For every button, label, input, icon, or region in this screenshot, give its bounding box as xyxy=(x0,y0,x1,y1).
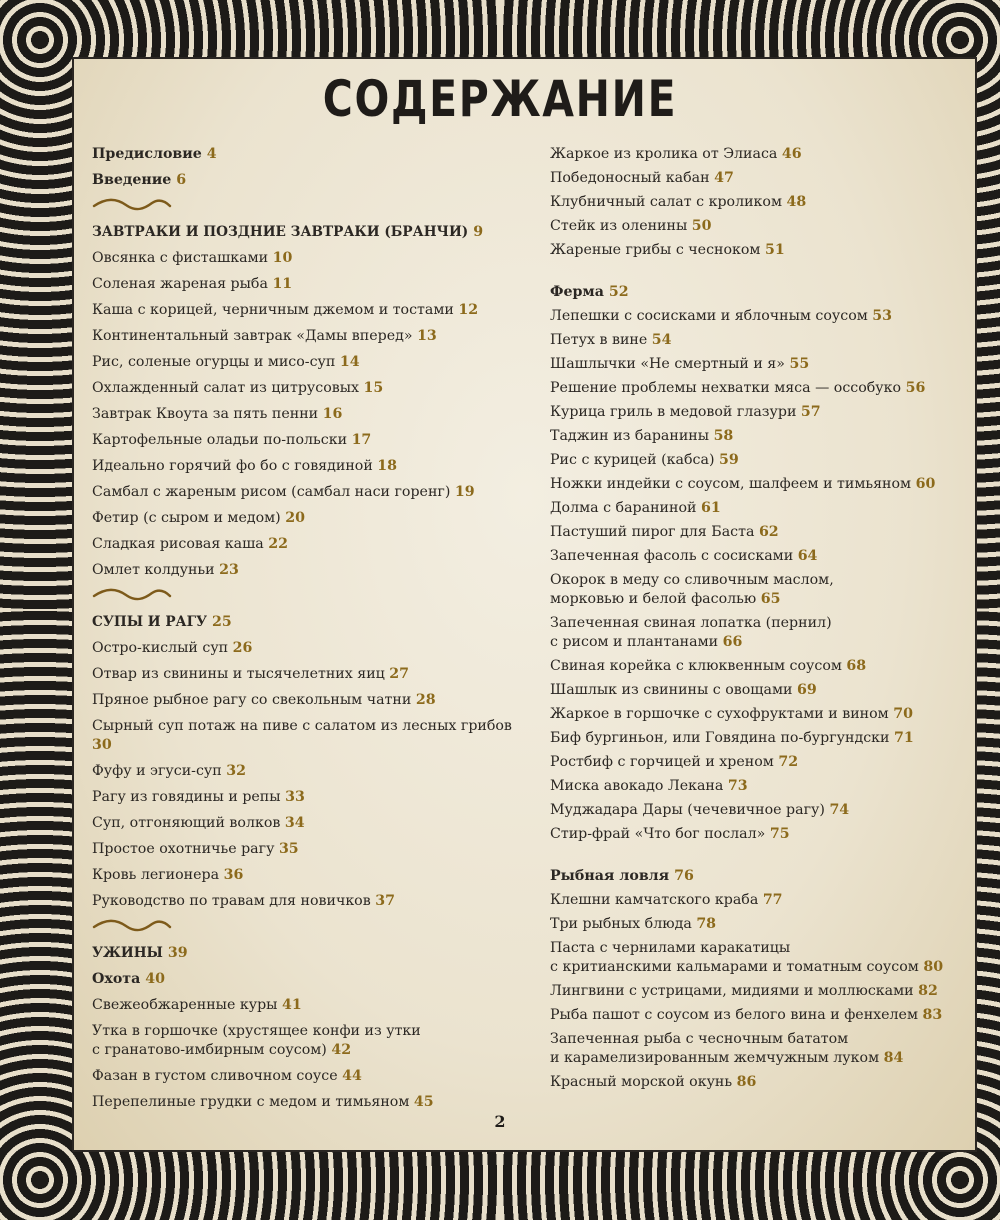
toc-entry-title: Муджадара Дары (чечевичное рагу) xyxy=(550,802,825,818)
toc-entry[interactable] xyxy=(550,1073,970,1092)
toc-entry-title: Рыба пашот с соусом из белого вина и фенхелем xyxy=(550,1007,918,1023)
toc-section-heading[interactable] xyxy=(92,613,532,632)
toc-entry[interactable] xyxy=(92,717,532,755)
toc-entry-title: Сырный суп потаж на пиве с салатом из лесных грибов xyxy=(92,718,512,734)
toc-page-number: 33 xyxy=(285,789,305,805)
toc-entry-title: Красный морской окунь xyxy=(550,1074,733,1090)
toc-entry-title: Клубничный салат с кроликом xyxy=(550,194,782,210)
toc-entry-title: Победоносный кабан xyxy=(550,170,710,186)
toc-section-heading[interactable] xyxy=(92,171,532,190)
toc-entry-title: Отвар из свинины и тысячелетних яиц xyxy=(92,666,385,682)
toc-entry[interactable] xyxy=(92,866,532,885)
toc-page-number: 62 xyxy=(758,524,779,540)
toc-page-number: 82 xyxy=(918,983,938,999)
toc-entry-title: Омлет колдуньи xyxy=(92,562,215,578)
toc-entry[interactable] xyxy=(92,483,532,502)
toc-section-heading[interactable] xyxy=(550,283,970,302)
toc-entry-title: Рыбная ловля xyxy=(550,868,670,884)
toc-entry[interactable] xyxy=(550,777,970,796)
toc-page-number: 32 xyxy=(226,763,246,779)
toc-page-number: 65 xyxy=(760,591,781,607)
toc-entry-title: Запеченная рыба с чесночным бататом и карамелизированным жемчужным луком xyxy=(550,1031,880,1066)
toc-entry[interactable] xyxy=(550,705,970,724)
toc-entry-title: Жаркое из кролика от Элиаса xyxy=(550,146,778,162)
toc-page-number: 26 xyxy=(232,640,253,656)
toc-entry[interactable] xyxy=(92,892,532,911)
toc-entry[interactable] xyxy=(550,145,970,164)
toc-page-number: 73 xyxy=(727,778,748,794)
toc-entry[interactable] xyxy=(550,379,970,398)
toc-entry-title: Охота xyxy=(92,971,141,987)
toc-page-number: 18 xyxy=(377,458,398,474)
toc-entry-title: Пряное рыбное рагу со свекольным чатни xyxy=(92,692,412,708)
toc-page-number: 35 xyxy=(278,841,299,857)
toc-entry[interactable] xyxy=(550,681,970,700)
toc-page-number: 64 xyxy=(797,548,818,564)
toc-entry-title: Пастуший пирог для Баста xyxy=(550,524,755,540)
toc-page-number: 84 xyxy=(883,1050,904,1066)
toc-page-number: 46 xyxy=(781,146,802,162)
toc-entry-title: Клешни камчатского краба xyxy=(550,892,759,908)
toc-page-number: 34 xyxy=(284,815,305,831)
toc-page-number: 45 xyxy=(413,1094,434,1110)
toc-entry-title: Свежеобжаренные куры xyxy=(92,997,278,1013)
toc-right-column xyxy=(550,145,970,1097)
toc-entry-title: Шашлычки «Не смертный и я» xyxy=(550,356,785,372)
toc-entry-title: Рагу из говядины и репы xyxy=(92,789,281,805)
toc-entry[interactable] xyxy=(92,814,532,833)
toc-entry-title: Три рыбных блюда xyxy=(550,916,692,932)
toc-page-number: 11 xyxy=(272,276,293,292)
toc-entry[interactable] xyxy=(92,431,532,450)
toc-page-number: 15 xyxy=(363,380,384,396)
toc-entry-title: Долма с бараниной xyxy=(550,500,697,516)
toc-entry[interactable] xyxy=(550,475,970,494)
toc-section-heading[interactable] xyxy=(92,223,532,242)
section-spacer xyxy=(550,849,970,867)
toc-page-number: 44 xyxy=(342,1068,362,1084)
toc-page-number: 66 xyxy=(722,634,743,650)
toc-entry-title: Предисловие xyxy=(92,146,202,162)
toc-entry-title: Свиная корейка с клюквенным соусом xyxy=(550,658,842,674)
toc-page-number: 68 xyxy=(846,658,867,674)
toc-entry-title: Простое охотничье рагу xyxy=(92,841,275,857)
toc-section-heading[interactable] xyxy=(92,944,532,963)
toc-entry-title: Сладкая рисовая каша xyxy=(92,536,264,552)
toc-entry[interactable] xyxy=(92,275,532,294)
toc-page-number: 60 xyxy=(915,476,936,492)
toc-entry-title: Самбал с жареным рисом (самбал наси горенг) xyxy=(92,484,451,500)
toc-entry[interactable] xyxy=(550,571,970,609)
toc-entry-title: Петух в вине xyxy=(550,332,648,348)
toc-entry-title: Курица гриль в медовой глазури xyxy=(550,404,797,420)
toc-page-number: 48 xyxy=(786,194,807,210)
toc-page-number: 40 xyxy=(145,971,165,987)
toc-entry[interactable] xyxy=(550,193,970,212)
toc-section-heading[interactable] xyxy=(92,145,532,164)
toc-page-number: 19 xyxy=(454,484,475,500)
toc-entry[interactable] xyxy=(92,1067,532,1086)
toc-entry-title: Миска авокадо Лекана xyxy=(550,778,724,794)
toc-entry[interactable] xyxy=(550,657,970,676)
toc-entry-title: Утка в горшочке (хрустящее конфи из утки с гранатово-имбирным соусом) xyxy=(92,1023,421,1058)
toc-entry[interactable] xyxy=(92,639,532,658)
toc-entry[interactable] xyxy=(550,614,970,652)
toc-entry-title: Перепелиные грудки с медом и тимьяном xyxy=(92,1094,410,1110)
toc-page-number: 53 xyxy=(872,308,893,324)
toc-page-number: 77 xyxy=(762,892,783,908)
toc-entry-title: Фетир (с сыром и медом) xyxy=(92,510,281,526)
toc-entry-title: Охлажденный салат из цитрусовых xyxy=(92,380,360,396)
toc-entry[interactable] xyxy=(550,1006,970,1025)
toc-page-number: 16 xyxy=(322,406,343,422)
toc-entry-title: Стир-фрай «Что бог послал» xyxy=(550,826,766,842)
toc-page-number: 20 xyxy=(285,510,305,526)
toc-entry[interactable] xyxy=(550,451,970,470)
toc-page-number: 4 xyxy=(206,146,217,162)
toc-entry-title: СУПЫ И РАГУ xyxy=(92,614,208,630)
toc-entry-title: Окорок в меду со сливочным маслом, морковью и белой фасолью xyxy=(550,572,834,607)
toc-entry[interactable] xyxy=(92,1022,532,1060)
toc-entry-title: УЖИНЫ xyxy=(92,945,163,961)
toc-page-number: 61 xyxy=(700,500,721,516)
toc-entry-title: Картофельные оладьи по-польски xyxy=(92,432,348,448)
toc-entry[interactable] xyxy=(550,331,970,350)
toc-entry[interactable] xyxy=(550,169,970,188)
toc-page-number: 42 xyxy=(331,1042,352,1058)
toc-entry[interactable] xyxy=(550,547,970,566)
toc-entry[interactable] xyxy=(92,535,532,554)
toc-entry-title: Завтрак Квоута за пять пенни xyxy=(92,406,319,422)
toc-entry[interactable] xyxy=(550,753,970,772)
toc-page-number: 13 xyxy=(417,328,437,344)
toc-page-number: 56 xyxy=(905,380,926,396)
toc-page-number: 52 xyxy=(608,284,629,300)
toc-page-number: 10 xyxy=(272,250,293,266)
toc-entry[interactable] xyxy=(550,217,970,236)
toc-entry[interactable] xyxy=(550,982,970,1001)
toc-page-number: 72 xyxy=(778,754,799,770)
toc-entry-title: Ростбиф с горчицей и хреном xyxy=(550,754,774,770)
toc-page-number: 58 xyxy=(713,428,734,444)
toc-entry-title: Фуфу и эгуси-суп xyxy=(92,763,222,779)
toc-page-number: 86 xyxy=(736,1074,757,1090)
toc-entry-title: ЗАВТРАКИ И ПОЗДНИЕ ЗАВТРАКИ (БРАНЧИ) xyxy=(92,224,469,240)
wave-divider-icon xyxy=(92,197,532,219)
toc-entry[interactable] xyxy=(92,301,532,320)
toc-entry-title: Идеально горячий фо бо с говядиной xyxy=(92,458,373,474)
toc-entry-title: Введение xyxy=(92,172,172,188)
wave-divider-icon xyxy=(92,587,532,609)
page-number: 2 xyxy=(494,1112,506,1131)
toc-section-heading[interactable] xyxy=(550,867,970,886)
toc-entry-title: Каша с корицей, черничным джемом и тостами xyxy=(92,302,454,318)
toc-entry-title: Кровь легионера xyxy=(92,867,220,883)
toc-entry[interactable] xyxy=(92,1093,532,1112)
toc-entry-title: Соленая жареная рыба xyxy=(92,276,268,292)
toc-section-heading[interactable] xyxy=(92,970,532,989)
toc-page-number: 59 xyxy=(719,452,739,468)
toc-page-number: 27 xyxy=(389,666,410,682)
toc-entry[interactable] xyxy=(550,355,970,374)
toc-entry[interactable] xyxy=(92,840,532,859)
toc-entry-title: Жаркое в горшочке с сухофруктами и вином xyxy=(550,706,889,722)
toc-page-number: 22 xyxy=(268,536,289,552)
toc-entry-title: Решение проблемы нехватки мяса — оссобуко xyxy=(550,380,902,396)
toc-page-number: 57 xyxy=(800,404,821,420)
toc-page-number: 75 xyxy=(769,826,790,842)
toc-page-number: 41 xyxy=(281,997,302,1013)
toc-page-number: 14 xyxy=(339,354,360,370)
toc-page-number: 76 xyxy=(674,868,694,884)
toc-page-number: 30 xyxy=(92,737,112,753)
toc-page-number: 25 xyxy=(212,614,232,630)
toc-page-number: 69 xyxy=(796,682,817,698)
wave-divider-icon xyxy=(92,918,532,940)
toc-entry-title: Континентальный завтрак «Дамы вперед» xyxy=(92,328,413,344)
toc-page-number: 55 xyxy=(789,356,810,372)
toc-entry-title: Овсянка с фисташками xyxy=(92,250,269,266)
section-spacer xyxy=(550,265,970,283)
toc-entry[interactable] xyxy=(550,241,970,260)
toc-page-number: 36 xyxy=(223,867,244,883)
toc-entry[interactable] xyxy=(550,523,970,542)
toc-page-number: 50 xyxy=(691,218,712,234)
toc-entry-title: Запеченная фасоль с сосисками xyxy=(550,548,794,564)
toc-page-number: 6 xyxy=(176,172,187,188)
toc-entry[interactable] xyxy=(92,561,532,580)
toc-entry[interactable] xyxy=(550,427,970,446)
toc-entry[interactable] xyxy=(92,996,532,1015)
toc-page-number: 28 xyxy=(415,692,436,708)
toc-entry-title: Ферма xyxy=(550,284,604,300)
toc-entry[interactable] xyxy=(550,801,970,820)
toc-entry[interactable] xyxy=(92,249,532,268)
toc-entry[interactable] xyxy=(92,405,532,424)
toc-page-number: 74 xyxy=(829,802,850,818)
toc-entry-title: Лингвини с устрицами, мидиями и моллюсками xyxy=(550,983,914,999)
toc-entry-title: Руководство по травам для новичков xyxy=(92,893,371,909)
toc-entry[interactable] xyxy=(92,788,532,807)
toc-entry-title: Суп, отгоняющий волков xyxy=(92,815,281,831)
toc-entry[interactable] xyxy=(550,729,970,748)
toc-entry[interactable] xyxy=(92,327,532,346)
toc-entry-title: Остро-кислый суп xyxy=(92,640,229,656)
toc-entry-title: Лепешки с сосисками и яблочным соусом xyxy=(550,308,868,324)
toc-entry-title: Рис с курицей (кабса) xyxy=(550,452,715,468)
toc-page-number: 37 xyxy=(375,893,395,909)
toc-entry[interactable] xyxy=(550,1030,970,1068)
toc-entry-title: Стейк из оленины xyxy=(550,218,688,234)
toc-entry-title: Таджин из баранины xyxy=(550,428,710,444)
toc-entry-title: Рис, соленые огурцы и мисо-суп xyxy=(92,354,336,370)
toc-page-number: 54 xyxy=(651,332,672,348)
toc-entry[interactable] xyxy=(92,509,532,528)
toc-page-number: 51 xyxy=(764,242,785,258)
toc-entry-title: Запеченная свиная лопатка (пернил) с рисом и плантанами xyxy=(550,615,832,650)
toc-entry[interactable] xyxy=(550,499,970,518)
toc-page-number: 9 xyxy=(473,224,484,240)
toc-page-number: 70 xyxy=(893,706,913,722)
toc-page-number: 23 xyxy=(219,562,239,578)
toc-entry[interactable] xyxy=(92,379,532,398)
toc-entry[interactable] xyxy=(92,691,532,710)
toc-entry[interactable] xyxy=(550,403,970,422)
toc-entry-title: Жареные грибы с чесноком xyxy=(550,242,761,258)
toc-page-number: 80 xyxy=(923,959,944,975)
toc-entry[interactable] xyxy=(92,353,532,372)
toc-page-number: 12 xyxy=(458,302,479,318)
toc-entry[interactable] xyxy=(92,665,532,684)
toc-entry[interactable] xyxy=(550,825,970,844)
toc-page-number: 78 xyxy=(696,916,717,932)
toc-entry[interactable] xyxy=(92,762,532,781)
page-title: СОДЕРЖАНИЕ xyxy=(322,70,678,128)
toc-left-column xyxy=(92,145,532,1119)
toc-page-number: 39 xyxy=(167,945,188,961)
toc-entry-title: Биф бургиньон, или Говядина по-бургундски xyxy=(550,730,890,746)
toc-entry-title: Паста с чернилами каракатицы с критианскими кальмарами и томатным соусом xyxy=(550,940,919,975)
toc-entry[interactable] xyxy=(92,457,532,476)
toc-entry-title: Ножки индейки с соусом, шалфеем и тимьяном xyxy=(550,476,912,492)
toc-page-number: 83 xyxy=(922,1007,943,1023)
toc-entry[interactable] xyxy=(550,915,970,934)
toc-page-number: 71 xyxy=(894,730,914,746)
toc-entry-title: Шашлык из свинины с овощами xyxy=(550,682,793,698)
toc-page-number: 47 xyxy=(714,170,734,186)
toc-entry[interactable] xyxy=(550,307,970,326)
toc-entry-title: Фазан в густом сливочном соусе xyxy=(92,1068,338,1084)
toc-page-number: 17 xyxy=(351,432,372,448)
toc-entry[interactable] xyxy=(550,939,970,977)
toc-entry[interactable] xyxy=(550,891,970,910)
